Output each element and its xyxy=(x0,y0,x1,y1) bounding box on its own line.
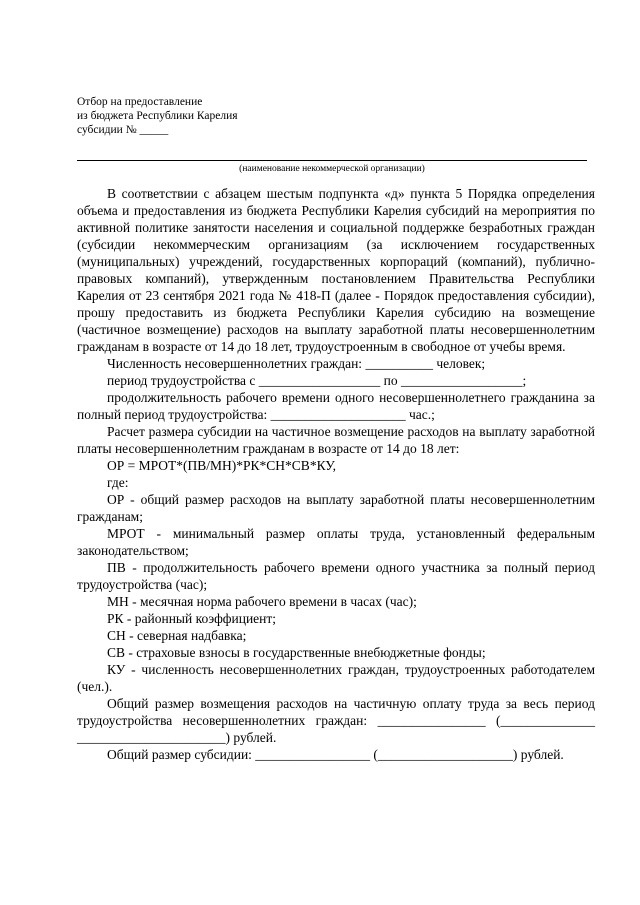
duration-paragraph: продолжительность рабочего времени одного несовершеннолетнего гражданина за полный период трудоустройства: ____________________ час.; xyxy=(77,390,595,422)
intro-paragraph: В соответствии с абзацем шестым подпункта «д» пункта 5 Порядка определения объема и предоставления из бюджета Республики Карелия субсидий на мероприятия по активной политике занятости населения и социальной поддержке безработных граждан (субсидии некоммерческим организациям (за исключением государственных (муниципальных) учреждений, государственных корпораций (компаний), публично-правовых компаний), утвержденным постановлением Правительства Республики Карелия от 23 сентября 2021 года № 418-П (далее - Порядок предоставления субсидии), прошу предоставить из бюджета Республики Карелия субсидию на возмещение (частичное возмещение) расходов на выплату заработной платы несовершеннолетним гражданам в возрасте от 14 до 18 лет, трудоустроенным в свободное от учебы время. xyxy=(77,186,595,354)
definition-op: ОР - общий размер расходов на выплату заработной платы несовершеннолетним гражданам; xyxy=(77,492,595,524)
document-header xyxy=(77,95,238,137)
subsidy-total-paragraph: Общий размер субсидии: _________________ (____________________) рублей. xyxy=(107,747,564,762)
definition-mrot: МРОТ - минимальный размер оплаты труда, установленный федеральным законодательством; xyxy=(77,526,595,558)
where-label: где: xyxy=(107,475,129,490)
organization-name-caption: (наименование некоммерческой организации) xyxy=(239,164,425,174)
definition-mn: МН - месячная норма рабочего времени в часах (час); xyxy=(107,594,417,609)
definition-sn: СН - северная надбавка; xyxy=(107,628,247,643)
definition-pv: ПВ - продолжительность рабочего времени одного участника за полный период трудоустройства (час); xyxy=(77,560,595,592)
definition-rk: РК - районный коэффициент; xyxy=(107,611,277,626)
definition-ku: КУ - численность несовершеннолетних граждан, трудоустроенных работодателем (чел.). xyxy=(77,662,595,694)
header-line-2: из бюджета Республики Карелия xyxy=(77,110,238,122)
calculation-paragraph: Расчет размера субсидии на частичное возмещение расходов на выплату заработной платы несовершеннолетним гражданам в возрасте от 14 до 18 лет: xyxy=(77,424,595,456)
count-line: Численность несовершеннолетних граждан: __________ человек; xyxy=(107,356,486,371)
document-body xyxy=(77,185,595,763)
formula-line: ОР = МРОТ*(ПВ/МН)*РК*СН*СВ*КУ, xyxy=(107,458,337,473)
definition-sv: СВ - страховые взносы в государственные внебюджетные фонды; xyxy=(107,645,486,660)
header-line-3: субсидии № _____ xyxy=(77,124,169,136)
header-line-1: Отбор на предоставление xyxy=(77,96,203,108)
period-line: период трудоустройства с __________________ по __________________; xyxy=(107,373,527,388)
total-reimbursement-paragraph: Общий размер возмещения расходов на частичную оплату труда за весь период трудоустройства несовершеннолетних граждан: ________________ (______________ ______________________) рублей. xyxy=(77,696,595,745)
organization-name-line[interactable] xyxy=(77,160,587,161)
